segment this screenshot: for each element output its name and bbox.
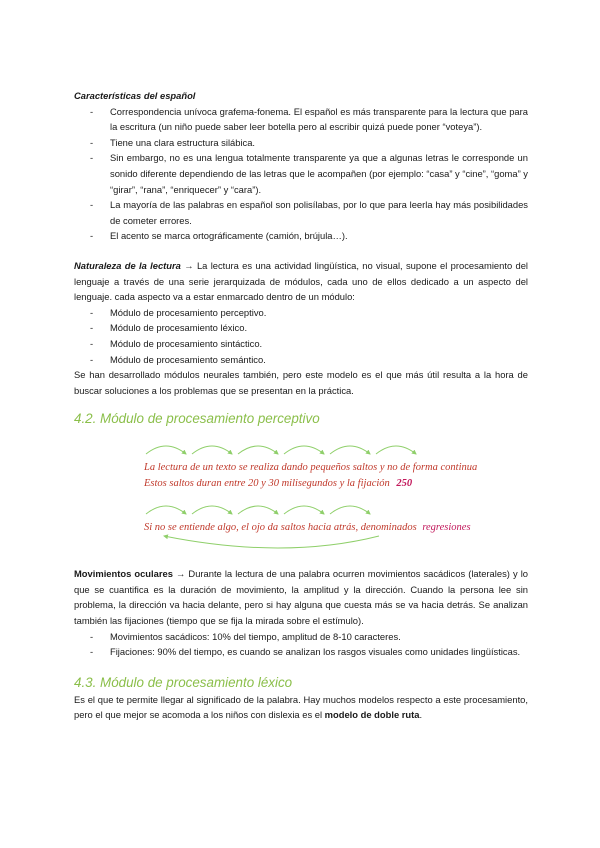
section-title-4-3: 4.3. Módulo de procesamiento léxico bbox=[74, 674, 293, 690]
list-item: - Módulo de procesamiento léxico. bbox=[74, 320, 528, 336]
section-title-4-2: 4.2. Módulo de procesamiento perceptivo bbox=[74, 411, 320, 427]
section-heading-caracteristicas: Características del español bbox=[74, 90, 196, 101]
lexico-paragraph bbox=[74, 692, 528, 723]
figure-line-1: La lectura de un texto se realiza dando pequeños saltos y no de forma continua bbox=[144, 462, 478, 474]
figure-line-2-text: Estos saltos duran entre 20 y 30 milisegundos y la fijación bbox=[144, 478, 390, 490]
list-item: - Correspondencia unívoca grafema-fonema. El español es más transparente para la lectura que para la escritura (un niño puede saber leer botella pero al escribir quizá puede poner “voteya”). bbox=[74, 104, 528, 135]
naturaleza-lead: Naturaleza de la lectura bbox=[74, 259, 181, 271]
forward-saccade-arcs bbox=[146, 446, 416, 454]
movimientos-paragraph bbox=[74, 566, 528, 628]
modulos-list bbox=[74, 305, 528, 367]
lexico-bold: modelo de doble ruta bbox=[324, 709, 420, 721]
list-item: - Movimientos sacádicos: 10% del tiempo, amplitud de 8-10 caracteres. bbox=[74, 629, 528, 645]
lower-saccade-arcs bbox=[146, 506, 370, 514]
list-item: - La mayoría de las palabras en español son polisílabas, por lo que para leerla hay más posibilidades de cometer errores. bbox=[74, 197, 528, 228]
movimientos-text: Durante la lectura de una palabra ocurren movimientos sacádicos (laterales) y lo que se cuantifica es la duración de movimiento, la amplitud y la dirección. Cuando la persona lee sin problema, la dirección va hacia delante, pero si hay alguna que cuesta más se va hacia detrás. Se analizan también las fijaciones (tiempo que se fija la mirada sobre el estímulo). bbox=[74, 568, 528, 627]
figure-line-3-text: Si no se entiende algo, el ojo da saltos hacia atrás, denominados bbox=[144, 522, 417, 534]
lexico-end: . bbox=[419, 709, 423, 721]
list-item: - El acento se marca ortográficamente (camión, brújula…). bbox=[74, 228, 528, 244]
figure-line-2 bbox=[143, 478, 413, 489]
figure-line-3 bbox=[144, 522, 471, 533]
arrow-glyph: → bbox=[175, 568, 186, 580]
naturaleza-paragraph bbox=[74, 258, 528, 305]
figure-line-2-number: 250 bbox=[396, 478, 413, 490]
list-item: - Fijaciones: 90% del tiempo, es cuando se analizan los rasgos visuales como unidades lingüísticas. bbox=[74, 644, 528, 660]
saccades-figure bbox=[74, 432, 528, 556]
movimientos-list bbox=[74, 629, 528, 660]
regression-arc bbox=[164, 536, 379, 548]
naturaleza-text: La lectura es una actividad lingüística, no visual, supone el procesamiento del lenguaje a través de una serie jerarquizada de módulos, cada uno de ellos dedicado a un aspecto del lenguaje. cada aspecto va a estar enmarcado dentro de un módulo: bbox=[74, 259, 528, 303]
saccades-illustration bbox=[144, 432, 478, 556]
arrow-glyph: → bbox=[184, 259, 194, 271]
movimientos-lead: Movimientos oculares bbox=[74, 568, 173, 580]
caracteristicas-list bbox=[74, 104, 528, 244]
list-item: - Módulo de procesamiento semántico. bbox=[74, 352, 528, 368]
list-item: - Módulo de procesamiento perceptivo. bbox=[74, 305, 528, 321]
figure-line-3-highlight: regresiones bbox=[422, 522, 471, 534]
modulos-note: Se han desarrollado módulos neurales también, pero este modelo es el que más útil resulta a la hora de buscar soluciones a los problemas que se presentan en la práctica. bbox=[74, 369, 528, 396]
list-item: - Módulo de procesamiento sintáctico. bbox=[74, 336, 528, 352]
list-item: - Tiene una clara estructura silábica. bbox=[74, 135, 528, 151]
lexico-text: Es el que te permite llegar al significado de la palabra. Hay muchos modelos respecto a este procesamiento, pero el que mejor se acomoda a los niños con dislexia es el bbox=[74, 693, 528, 721]
document-page bbox=[74, 88, 528, 723]
list-item: - Sin embargo, no es una lengua totalmente transparente ya que a algunas letras le corresponde un sonido diferente dependiendo de las letras que le acompañen (por ejemplo: “casa” y “cine”, “goma” y “girar”, “rana”, “enriquecer” y “cara”). bbox=[74, 150, 528, 197]
